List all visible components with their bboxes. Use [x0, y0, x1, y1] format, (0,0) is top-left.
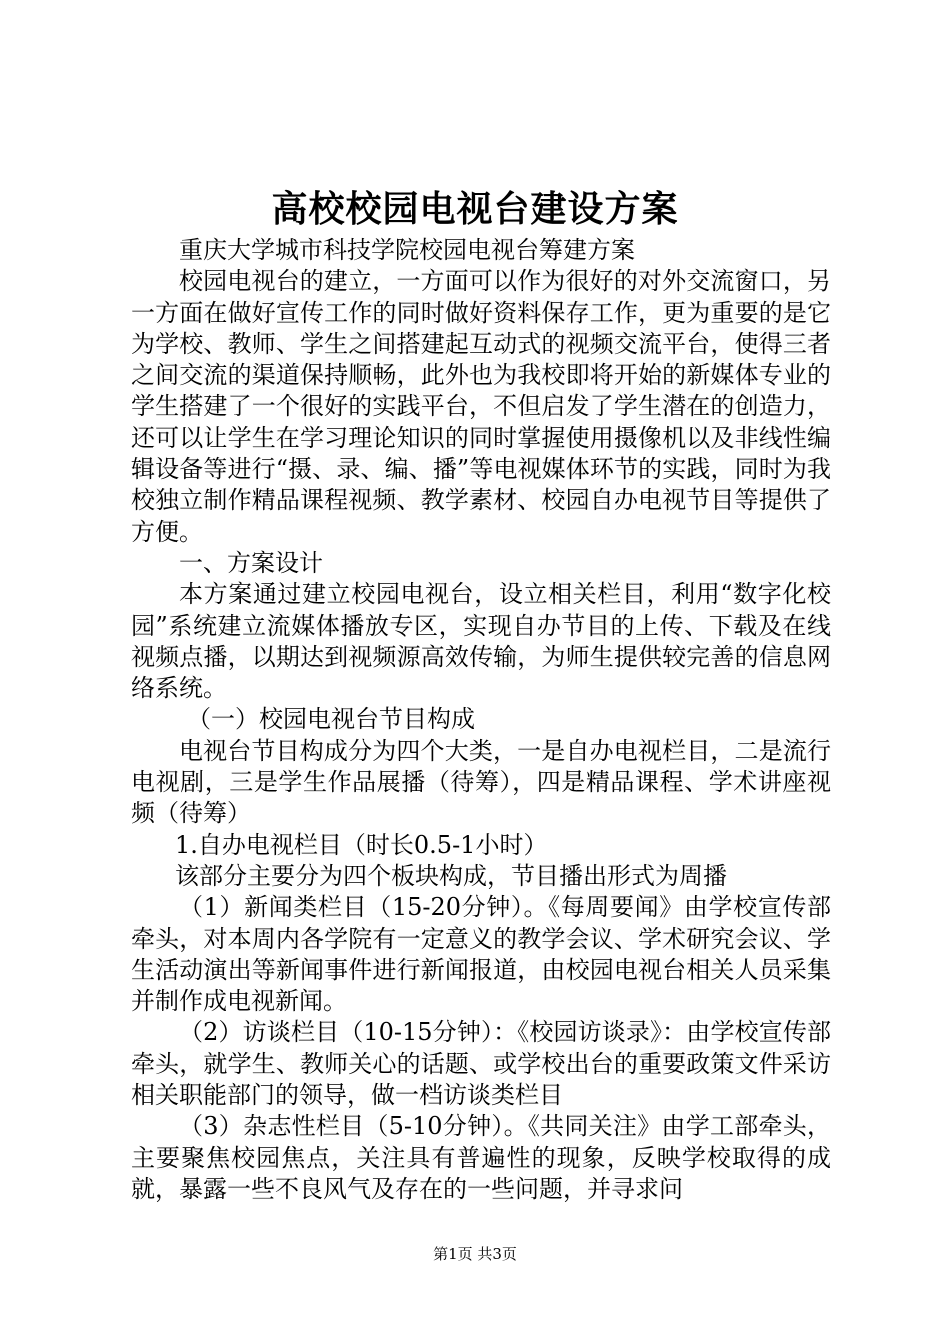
item-heading: 1.自办电视栏目（时长0.5-1小时）	[175, 830, 548, 859]
subtitle-paragraph: 重庆大学城市科技学院校园电视台筹建方案	[179, 236, 635, 264]
body-paragraph: 电视台节目构成分为四个大类，一是自办电视栏目，二是流行电视剧，三是学生作品展播（待筹），四是精品课程、学术讲座视频（待筹）	[131, 736, 831, 828]
document-body	[131, 235, 831, 1205]
list-item: （1）新闻类栏目（15-20分钟）。《每周要闻》由学校宣传部牵头，对本周内各学院有一定意义的教学会议、学术研究会议、学生活动演出等新闻事件进行新闻报道，由校园电视台相关人员采集并制作成电视新闻。	[131, 893, 831, 1016]
subsection-heading: （一）校园电视台节目构成	[187, 705, 475, 734]
list-item: （2）访谈栏目（10-15分钟）：《校园访谈录》：由学校宣传部牵头，就学生、教师关心的话题、或学校出台的重要政策文件采访相关职能部门的领导，做一档访谈类栏目	[131, 1018, 831, 1110]
intro-paragraph: 校园电视台的建立，一方面可以作为很好的对外交流窗口，另一方面在做好宣传工作的同时做好资料保存工作，更为重要的是它为学校、教师、学生之间搭建起互动式的视频交流平台，使得三者之间交流的渠道保持顺畅，此外也为我校即将开始的新媒体专业的学生搭建了一个很好的实践平台，不但启发了学生潜在的创造力，还可以让学生在学习理论知识的同时掌握使用摄像机以及非线性编辑设备等进行“摄、录、编、播”等电视媒体环节的实践，同时为我校独立制作精品课程视频、教学素材、校园自办电视节目等提供了方便。	[131, 267, 831, 546]
section-heading: 一、方案设计	[179, 548, 323, 577]
document-title: 高校校园电视台建设方案	[271, 188, 679, 230]
body-paragraph: 本方案通过建立校园电视台，设立相关栏目，利用“数字化校园”系统建立流媒体播放专区，实现自办节目的上传、下载及在线视频点播，以期达到视频源高效传输，为师生提供较完善的信息网络系统。	[131, 580, 831, 703]
page-footer: 第1页 共3页	[433, 1245, 517, 1263]
body-paragraph: 该部分主要分为四个板块构成，节目播出形式为周播	[175, 861, 727, 890]
list-item: （3）杂志性栏目（5-10分钟）。《共同关注》由学工部牵头，主要聚焦校园焦点，关注具有普遍性的现象，反映学校取得的成就，暴露一些不良风气及存在的一些问题，并寻求问	[131, 1112, 831, 1203]
